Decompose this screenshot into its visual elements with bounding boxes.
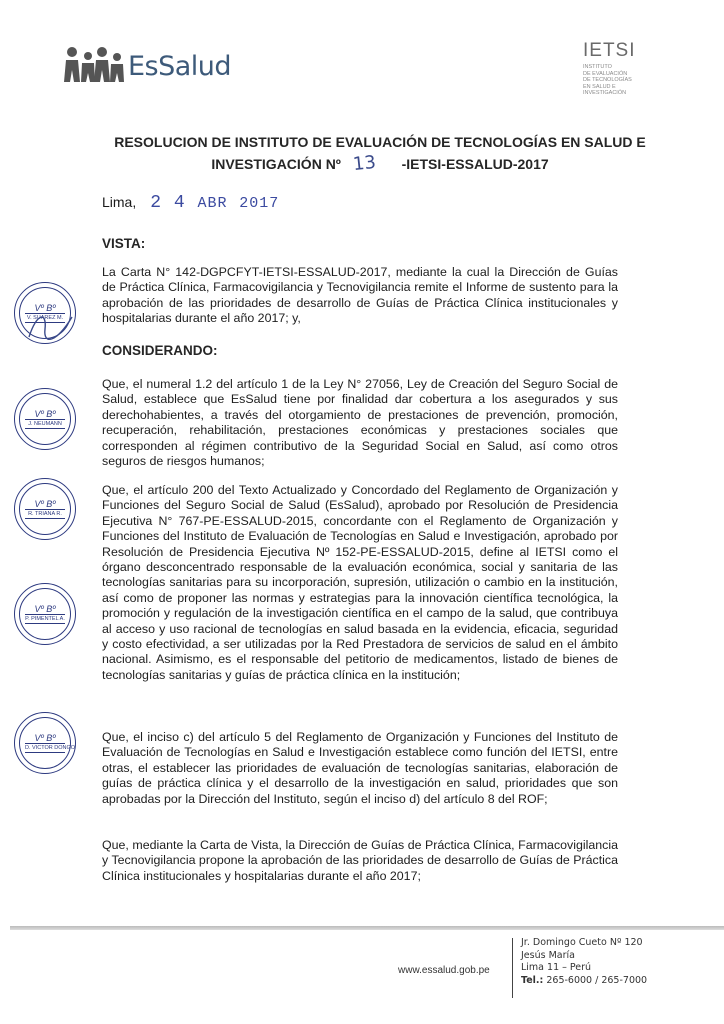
- footer-divider: [10, 926, 724, 930]
- address-line: Jr. Domingo Cueto Nº 120: [521, 937, 643, 948]
- considerando-paragraph-2: Que, el artículo 200 del Texto Actualizado y Concordado del Reglamento de Organización y Funciones del Seguro Social de Salud (EsSalud), aprobado por Resolución de Presidencia Ejecutiva N° 767-PE-ESSALUD-2015, concordante con el Reglamento de Organización y Funciones del Instituto de Evaluación de Tecnologías en Salud e Investigación, aprobado por Resolución de Presidencia Ejecutiva Nº 152-PE-ESSALUD-2015, define al IETSI como el órgano desconcentrado responsable de la evaluación económica, social y sanitaria de las tecnologías sanitarias para su incorporación, supresión, utilización o cambio en la institución, así como de proponer las normas y estrategias para la innovación científica tecnológica, la promoción y regulación de la investigación científica en el campo de la salud, que contribuya al acceso y uso racional de tecnologías en salud basada en la evidencia, eficacia, seguridad y costo efectividad, a ser utilizadas por la Red Prestadora de servicios de salud en el ámbito nacional. Asimismo, es el responsable del petitorio de medicamentos, listado de bienes de tecnologías sanitarias y guías de práctica clínica en la institución;: [102, 483, 618, 682]
- handwritten-number: 13: [351, 151, 377, 176]
- date-line: [102, 193, 279, 213]
- stamp-vb: Vº Bº: [34, 604, 56, 614]
- footer-website: www.essalud.gob.pe: [398, 965, 490, 976]
- ietsi-name: IETSI: [583, 40, 636, 61]
- phone-label: Tel.:: [521, 974, 544, 986]
- date-city: Lima,: [102, 194, 137, 210]
- family-figures-icon: [64, 44, 126, 84]
- phone-line: [521, 975, 647, 988]
- signature-icon: [17, 307, 87, 347]
- considerando-heading: CONSIDERANDO:: [102, 343, 218, 358]
- ietsi-line: DE TECNOLOGÍAS: [583, 77, 632, 83]
- considerando-paragraph-1: Que, el numeral 1.2 del artículo 1 de la Ley N° 27056, Ley de Creación del Seguro Social de Salud, establece que EsSalud tiene por finalidad dar cobertura a los asegurados y sus derechohabientes, a través del otorgamiento de prestaciones de prevención, promoción, recuperación, rehabilitación, prestaciones económicas y prestaciones sociales que corresponden al régimen contributivo de la Seguridad Social en Salud, así como otros seguros de riesgos humanos;: [102, 377, 618, 469]
- title-line-1: RESOLUCION DE INSTITUTO DE EVALUACIÓN DE TECNOLOGÍAS EN SALUD E: [114, 134, 646, 150]
- footer-address: [521, 937, 647, 987]
- stamp-vb: Vº Bº: [34, 733, 56, 743]
- ietsi-line: INVESTIGACIÓN: [583, 90, 627, 96]
- stamp-name: R. TRIANA R.: [25, 509, 65, 519]
- considerando-paragraph-4: Que, mediante la Carta de Vista, la Dirección de Guías de Práctica Clínica, Farmacovigilancia y Tecnovigilancia propone la aprobación de las prioridades de desarrollo de Guías de Práctica Clínica institucionales y hospitalarias durante el año 2017;: [102, 838, 618, 883]
- ietsi-line: INSTITUTO: [583, 64, 612, 70]
- essalud-logo: [64, 44, 231, 84]
- vista-paragraph: La Carta N° 142-DGPCFYT-IETSI-ESSALUD-2017, mediante la cual la Dirección de Guías de Práctica Clínica, Farmacovigilancia y Tecnovigilancia remite el Informe de sustento para la aprobación de las prioridades de desarrollo de Guías de Práctica Clínica institucionales y hospitalarias durante el año 2017; y,: [102, 265, 618, 326]
- ietsi-logo: [583, 40, 683, 97]
- resolution-title: [100, 131, 660, 175]
- title-suffix: -IETSI-ESSALUD-2017: [401, 156, 549, 172]
- stamp-vb: Vº Bº: [34, 303, 56, 313]
- phone-value: 265-6000 / 265-7000: [546, 974, 648, 986]
- address-line: Jesús María: [521, 949, 575, 961]
- logo-text: EsSalud: [128, 50, 232, 82]
- stamp-vb: Vº Bº: [34, 499, 56, 509]
- stamp-name: V. SUAREZ M.: [26, 315, 64, 321]
- ietsi-subtitle: [583, 64, 683, 97]
- date-stamp: [150, 193, 279, 213]
- title-prefix: INVESTIGACIÓN Nº: [211, 156, 341, 172]
- ietsi-line: DE EVALUACIÓN: [583, 70, 628, 77]
- stamp-vb: Vº Bº: [34, 409, 56, 419]
- approval-stamp: [14, 478, 76, 540]
- approval-stamp: [14, 583, 76, 645]
- approval-stamp: [14, 712, 76, 774]
- date-year: 2017: [239, 195, 280, 212]
- approval-stamp: [14, 388, 76, 450]
- stamp-name: P. PIMENTEL A.: [25, 616, 65, 622]
- date-month: ABR: [197, 195, 228, 212]
- vista-heading: VISTA:: [102, 236, 146, 251]
- stamp-name: D. VICTOR DONGO: [25, 745, 76, 751]
- approval-stamp: [14, 282, 76, 344]
- address-line: Lima 11 – Perú: [521, 962, 592, 973]
- date-day: 2 4: [150, 193, 186, 213]
- title-line-2: [100, 153, 660, 175]
- ietsi-line: EN SALUD E: [583, 83, 616, 90]
- stamp-name: J. NEUMANN: [25, 419, 65, 429]
- footer-separator: [512, 938, 513, 998]
- considerando-paragraph-3: Que, el inciso c) del artículo 5 del Reglamento de Organización y Funciones del Instituto de Evaluación de Tecnologías en Salud e Investigación establece como función del IETSI, entre otras, el establecer las prioridades de evaluación de tecnologías sanitarias, elaboración de guías de práctica clínica y el desarrollo de la investigación en salud, prioridades que son aprobadas por la Dirección del Instituto, según el inciso d) del artículo 8 del ROF;: [102, 730, 618, 806]
